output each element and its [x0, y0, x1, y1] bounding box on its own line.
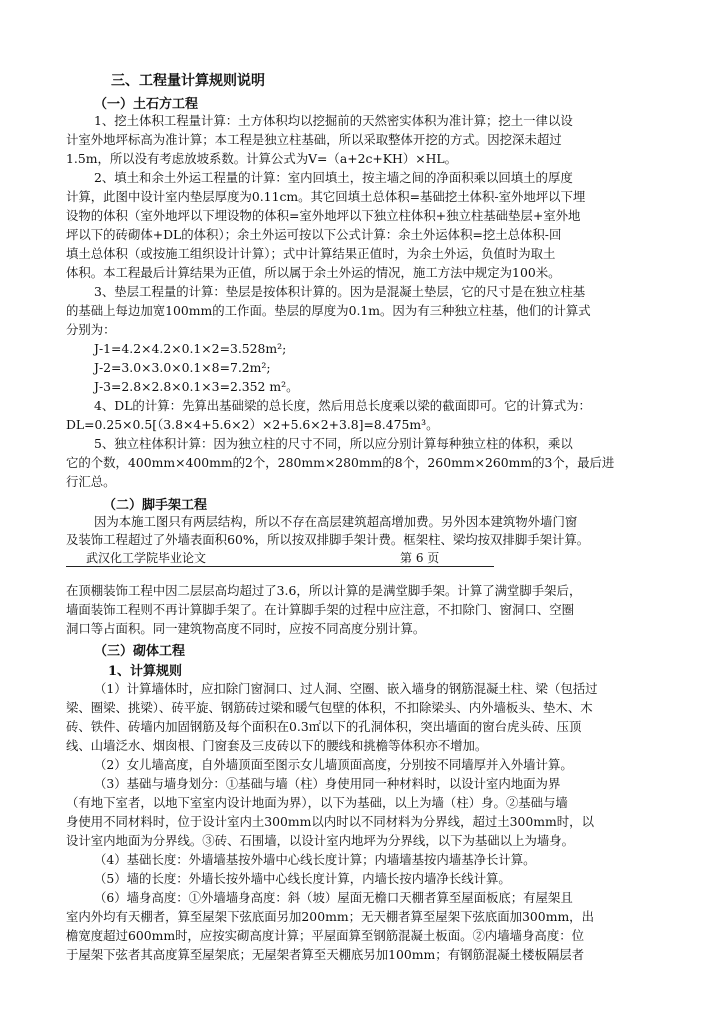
footer-page-number: 第 6 页 [400, 551, 440, 565]
text-line: （1）计算墙体时，应扣除门窗洞口、过人洞、空圈、嵌入墙身的钢筋混凝土柱、梁（包括过 [94, 681, 598, 696]
text-line: 计室外地坪标高为准计算；本工程是独立柱基础，所以采取整体开挖的方式。因挖深未超过 [66, 132, 562, 147]
footer-rule [66, 566, 494, 567]
text-line: 分别为： [66, 322, 116, 337]
formula-line: J-1=4.2×4.2×0.1×2=3.528m²; [94, 341, 287, 356]
earthwork-heading: （一）土石方工程 [94, 97, 199, 112]
text-line: 行汇总。 [66, 474, 116, 489]
text-line: 于屋架下弦者其高度算至屋架底；无屋架者算至天棚底另加100mm；有钢筋混凝土楼板隔层者 [66, 947, 584, 962]
text-line: （3）基础与墙身划分：①基础与墙（柱）身使用同一种材料时，以设计室内地面为界 [94, 776, 561, 791]
text-line: （2）女儿墙高度，自外墙顶面至图示女儿墙顶面高度，分别按不同墙厚并入外墙计算。 [94, 757, 573, 772]
scaffold-heading: （二）脚手架工程 [103, 498, 208, 513]
text-line: 设计室内地面为分界线。③砖、石围墙，以设计室内地坪为分界线，以下为基础以上为墙身。 [66, 833, 575, 848]
text-line: 墙面装饰工程则不再计算脚手架了。在计算脚手架的过程中应注意，不扣除门、窗洞口、空圈 [66, 602, 575, 617]
text-line: 的基础上每边加宽100mm的工作面。垫层的厚度为0.1m。因为有三种独立柱基，他们的计算式 [66, 303, 591, 318]
text-line: 4、DL的计算：先算出基础梁的总长度，然后用总长度乘以梁的截面即可。它的计算式为： [94, 398, 591, 413]
text-line: 檐宽度超过600mm时，应按实砌高度计算；平屋面算至钢筋混凝土板面。②内墙墙身高度：位 [66, 928, 584, 943]
text-line: 1、挖土体积工程量计算：土方体积均以挖掘前的天然密实体积为准计算；挖土一律以设 [94, 113, 573, 128]
section-title: 三、工程量计算规则说明 [111, 73, 265, 89]
text-line: 坪以下的砖砌体+DL的体积）；余土外运可按以下公式计算：余土外运体积=挖土总体积-回 [66, 227, 562, 242]
text-line: 室内外均有天棚者，算至屋架下弦底面另加200mm；无天棚者算至屋架下弦底面加300mm，出 [66, 909, 594, 924]
text-line: 梁、圈梁、挑梁）、砖平旋、钢筋砖过梁和暖气包壁的体积，不扣除梁头、内外墙板头、垫木、木 [66, 700, 593, 715]
text-line: （6）墙身高度：①外墙墙身高度：斜（坡）屋面无檐口天棚者算至屋面板底；有屋架且 [94, 890, 573, 905]
text-line: 因为本施工图只有两层结构，所以不存在高层建筑超高增加费。另外因本建筑物外墙门窗 [94, 514, 578, 529]
text-line: 填土总体积（或按施工组织设计计算）；式中计算结果正值时，为余土外运，负值时为取土 [66, 246, 556, 261]
text-line: 洞口等占面积。同一建筑物高度不同时，应按不同高度分别计算。 [66, 621, 426, 636]
formula-line: DL=0.25×0.5[（3.8×4+5.6×2）×2+5.6×2+3.8]=8.475m³。 [66, 417, 439, 432]
footer-school: 武汉化工学院毕业论文 [86, 551, 207, 565]
text-line: 计算，此图中设计室内垫层厚度为0.11cm。其它回填土总体积=基础挖土体积-室外地坪以下埋 [66, 189, 586, 204]
text-line: 体积。本工程最后计算结果为正值，所以属于余土外运的情况，施工方法中规定为100米。 [66, 265, 561, 280]
text-line: （4）基础长度：外墙墙基按外墙中心线长度计算；内墙墙基按内墙基净长计算。 [94, 852, 536, 867]
text-line: 身使用不同材料时，位于设计室内土300mm以内时以不同材料为分界线，超过土300mm时，以 [66, 814, 594, 829]
text-line: 3、垫层工程量的计算：垫层是按体积计算的。因为是混凝土垫层，它的尺寸是在独立柱基 [94, 284, 586, 299]
masonry-subheading: 1、计算规则 [108, 664, 183, 679]
text-line: 在顶棚装饰工程中因二层层高均超过了3.6，所以计算的是满堂脚手架。计算了满堂脚手架后， [66, 583, 582, 598]
text-line: 2、填土和余土外运工程量的计算：室内回填土，按主墙之间的净面积乘以回填土的厚度 [94, 170, 573, 185]
text-line: （5）墙的长度：外墙长按外墙中心线长度计算，内墙长按内墙净长线计算。 [94, 871, 511, 886]
text-line: （有地下室者，以地下室室内设计地面为界），以下为基础，以上为墙（柱）身。②基础与墙 [66, 795, 568, 810]
text-line: 及装饰工程超过了外墙表面积60%，所以按双排脚手架计费。框架柱、梁均按双排脚手架计算。 [66, 532, 590, 547]
formula-line: J-2=3.0×3.0×0.1×8=7.2m²; [94, 360, 271, 375]
text-line: 设物的体积（室外地坪以下埋设物的体积=室外地坪以下独立柱体积+独立柱基础垫层+室外地 [66, 208, 581, 223]
text-line: 5、独立柱体积计算：因为独立柱的尺寸不同，所以应分别计算每种独立柱的体积，乘以 [94, 436, 573, 451]
text-line: 线、山墙泛水、烟囱根、门窗套及三皮砖以下的腰线和挑檐等体积亦不增加。 [66, 738, 488, 753]
text-line: 1.5m，所以没有考虑放坡系数。计算公式为V=（a+2c+KH）×HL。 [66, 151, 458, 166]
text-line: 砖、铁件、砖墙内加固钢筋及每个面积在0.3㎡以下的孔洞体积，突出墙面的窗台虎头砖、压顶 [66, 719, 582, 734]
text-line: 它的个数，400mm×400mm的2个，280mm×280mm的8个，260mm×260mm的3个，最后进 [66, 455, 615, 470]
formula-line: J-3=2.8×2.8×0.1×3=2.352 m²。 [94, 379, 299, 394]
masonry-heading: （三）砌体工程 [94, 644, 186, 659]
